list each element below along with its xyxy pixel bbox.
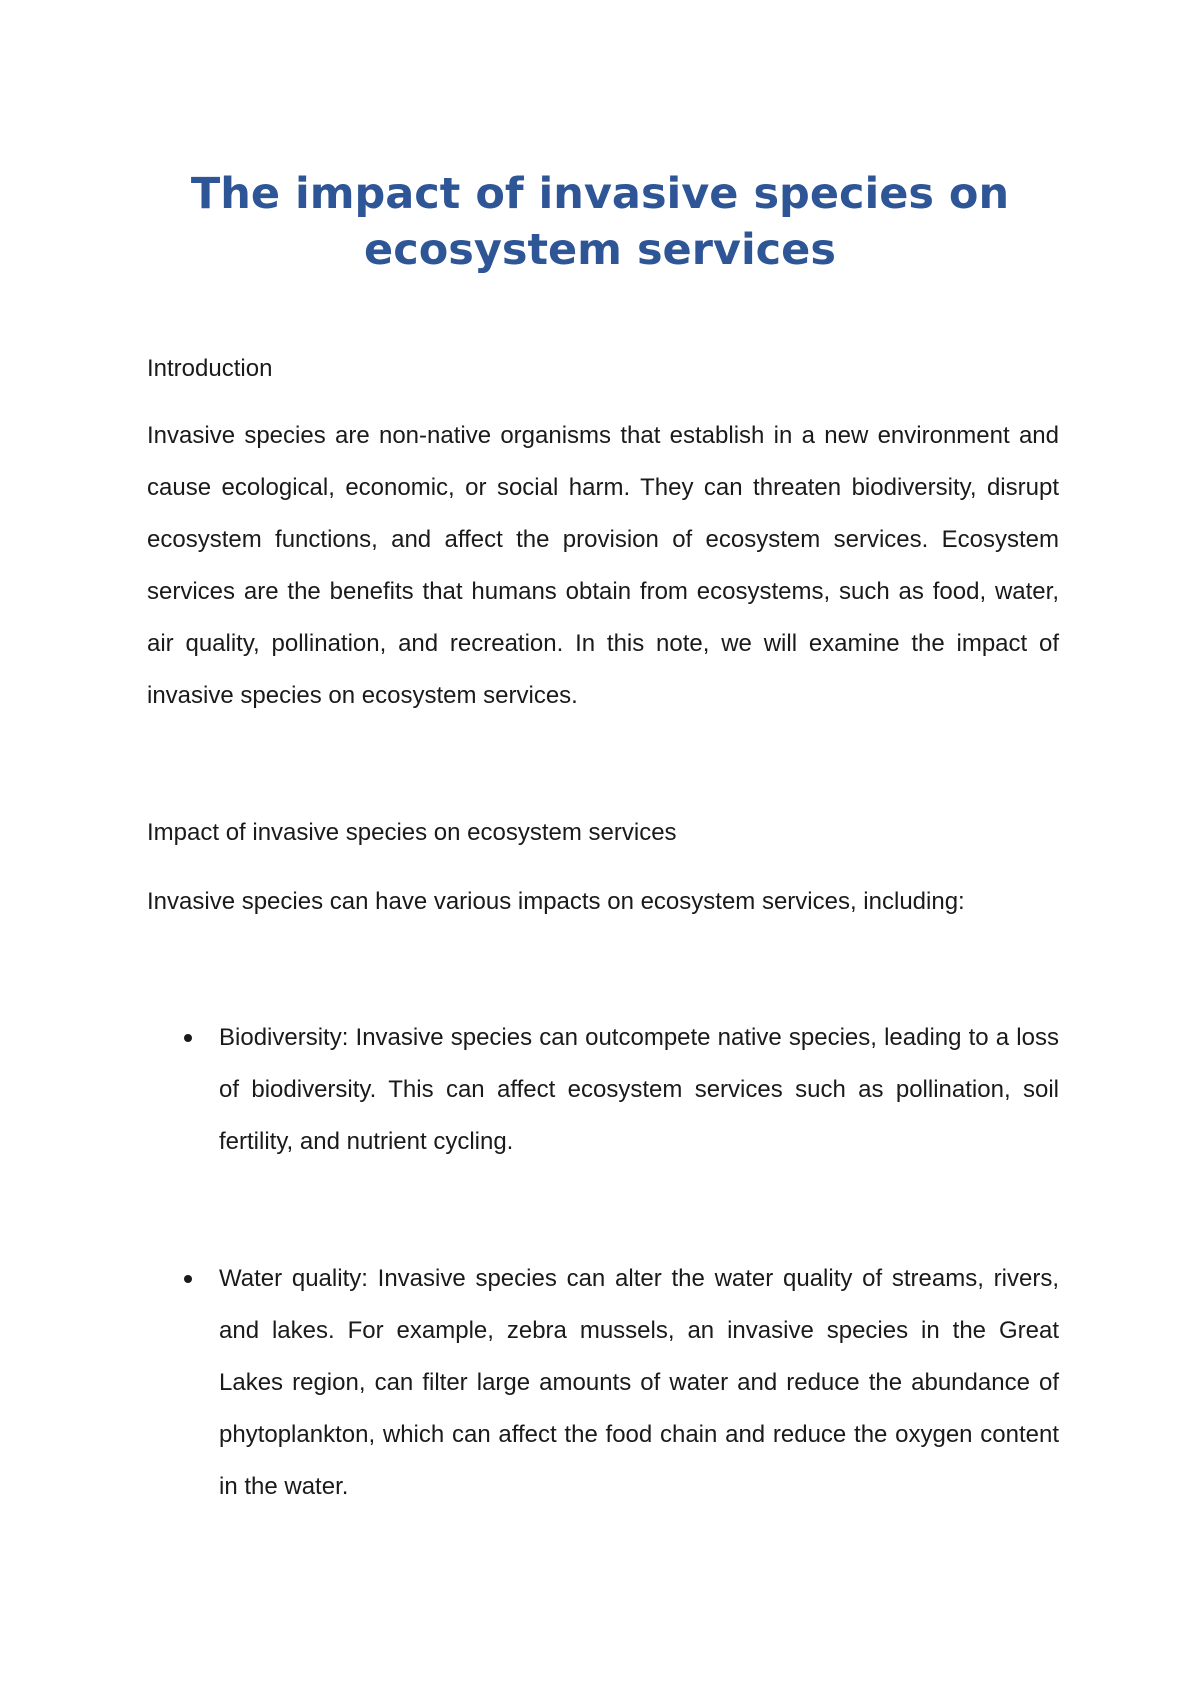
bullet-text-water-quality: Water quality: Invasive species can alter the water quality of streams, rivers, and lakes. For example, zebra mussels, an invasive species in the Great Lakes region, can filter large amounts of water and reduce the abundance of phytoplankton, which can affect the food chain and reduce the oxygen content in the water. xyxy=(219,1265,1059,1500)
bullet-dot-icon xyxy=(184,1275,192,1283)
bullet-text-biodiversity: Biodiversity: Invasive species can outcompete native species, leading to a loss of biodiversity. This can affect ecosystem services such as pollination, soil fertility, and nutrient cycling. xyxy=(219,1024,1059,1155)
introduction-paragraph: Invasive species are non-native organisms that establish in a new environment and cause ecological, economic, or social harm. They can threaten biodiversity, disrupt ecosystem functions, and affect the provision of ecosystem services. Ecosystem services are the benefits that humans obtain from ecosystems, such as food, water, air quality, pollination, and recreation. In this note, we will examine the impact of invasive species on ecosystem services. xyxy=(147,422,1059,709)
impact-heading: Impact of invasive species on ecosystem services xyxy=(147,819,677,846)
introduction-heading: Introduction xyxy=(147,355,273,382)
impact-lead-paragraph: Invasive species can have various impacts on ecosystem services, including: xyxy=(147,888,965,915)
bullet-dot-icon xyxy=(184,1034,192,1042)
document-title: The impact of invasive species on ecosystem services xyxy=(190,169,1010,275)
